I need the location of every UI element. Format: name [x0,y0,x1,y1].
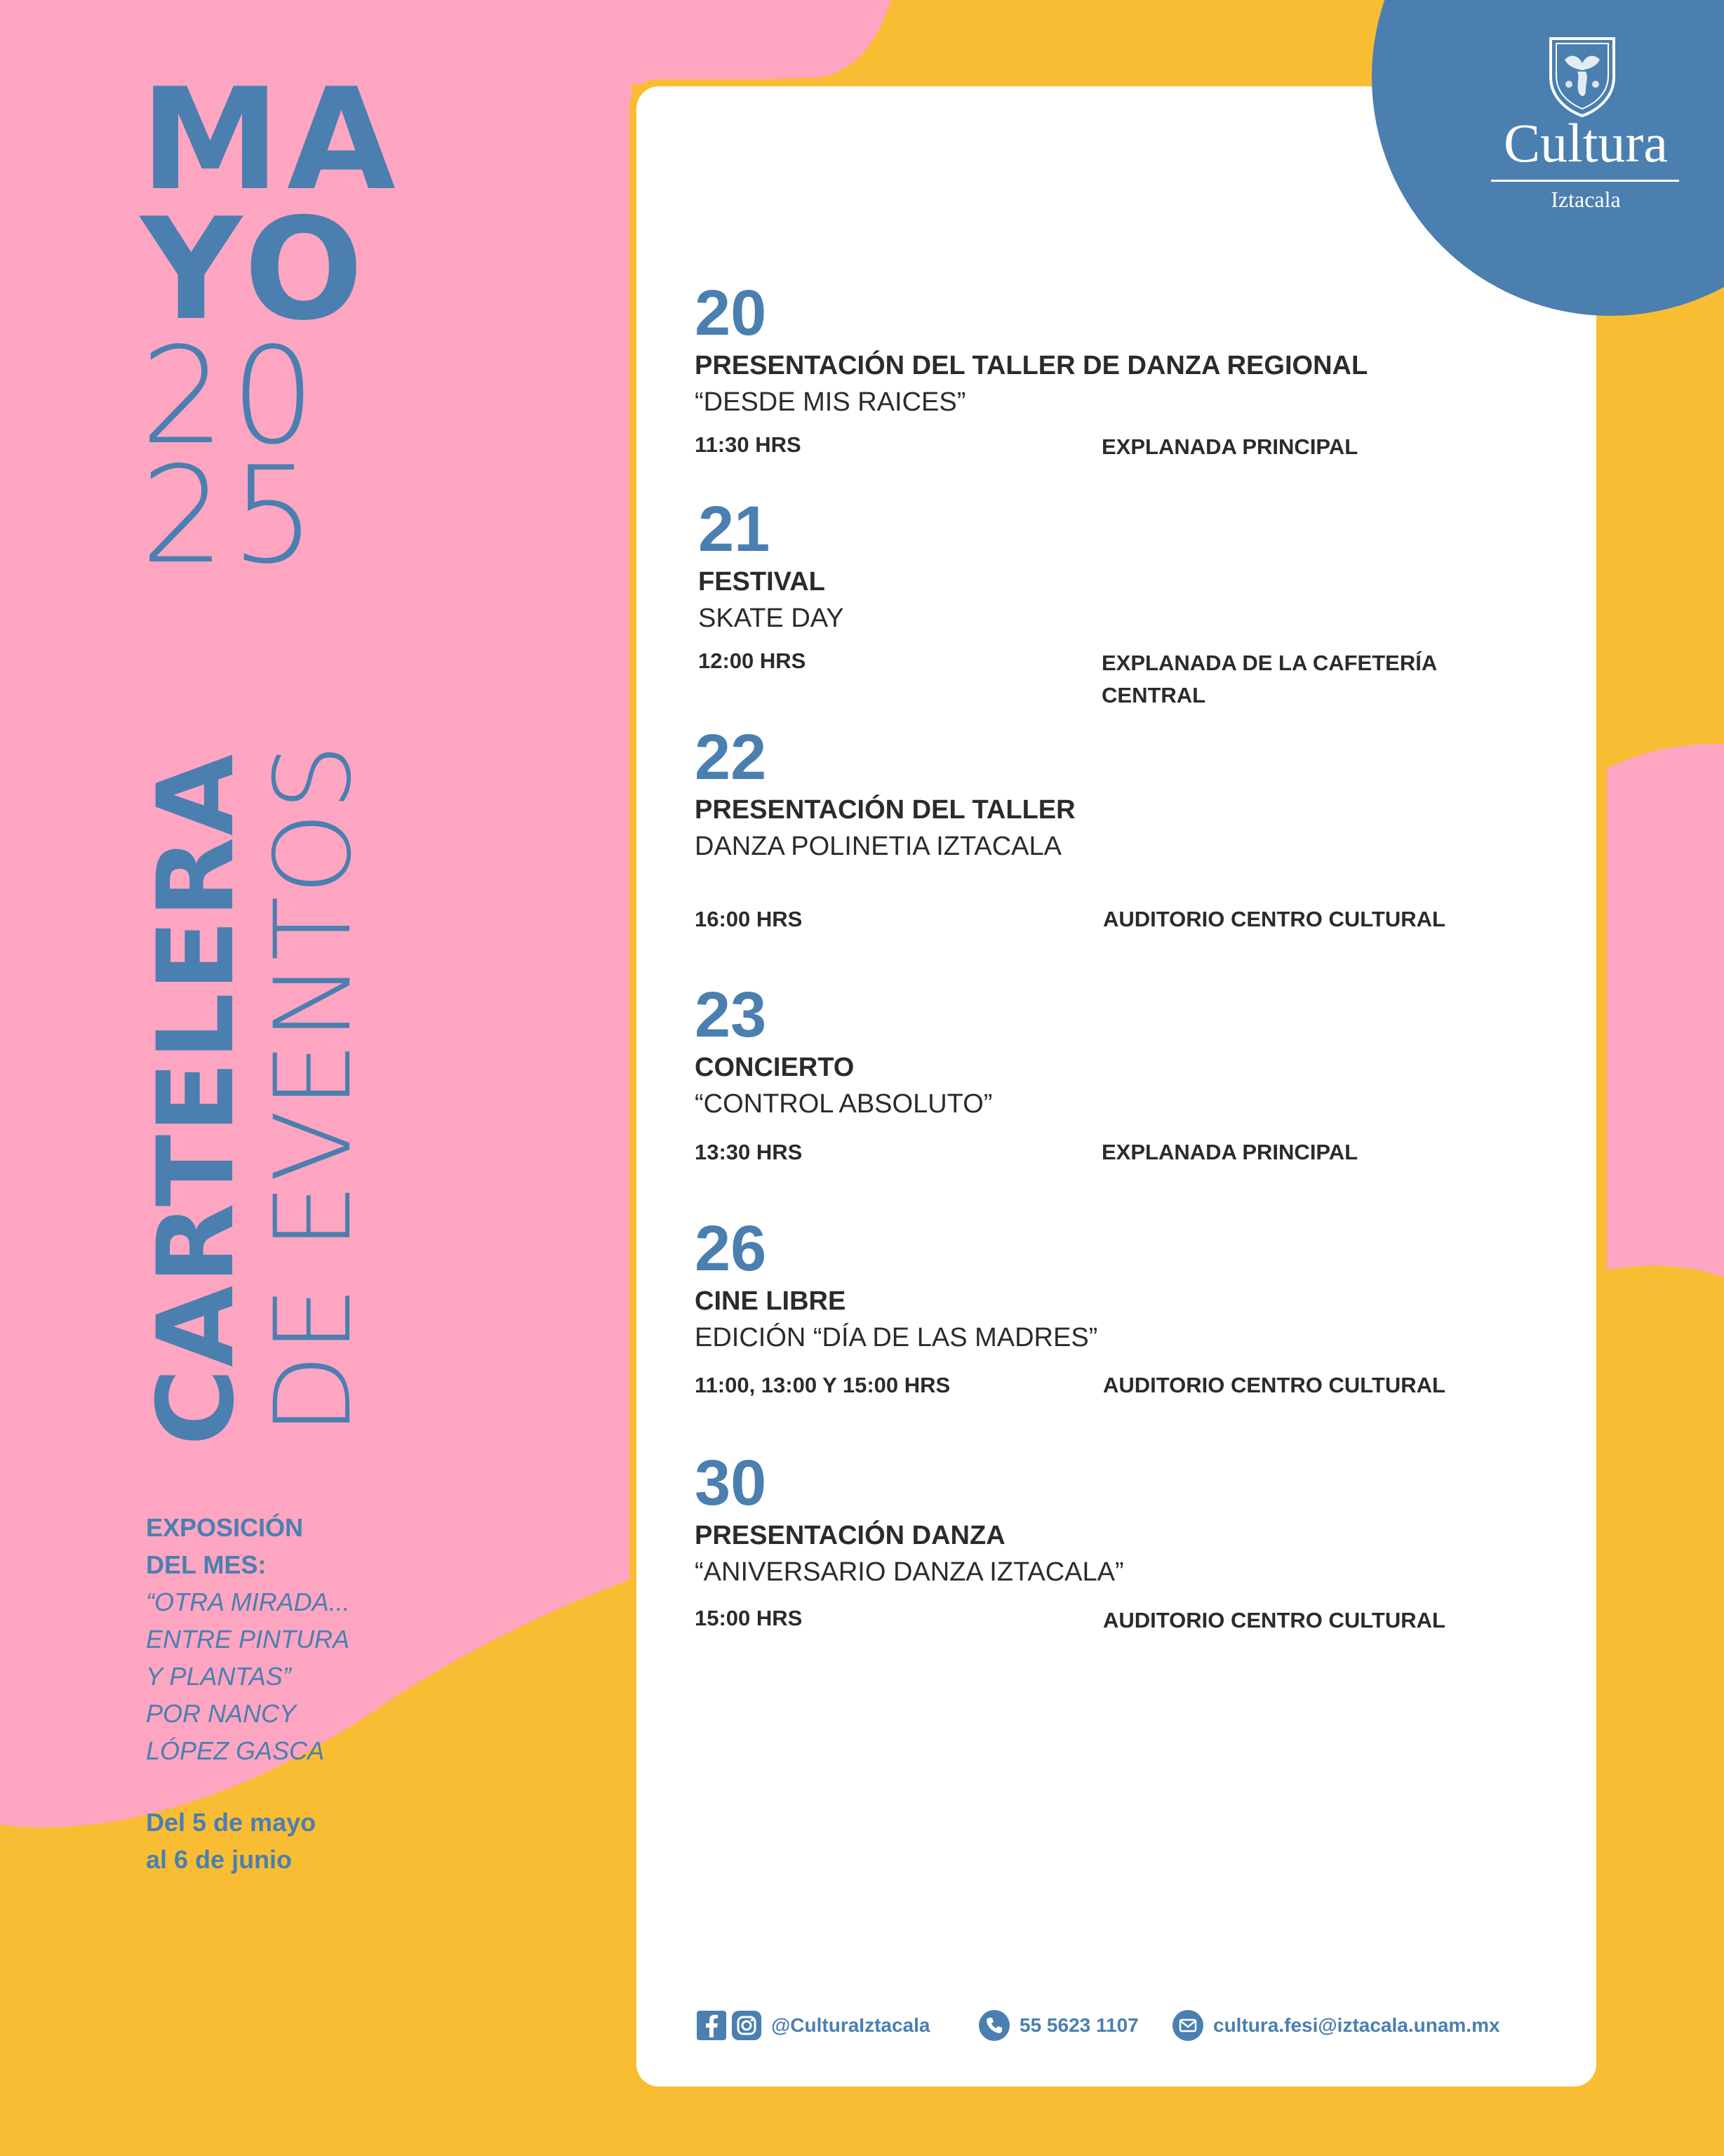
exhibition-title-line: POR NANCY [146,1699,297,1728]
exhibition-dates-line-1: Del 5 de mayo [146,1808,316,1837]
social-links [697,2009,930,2042]
exhibition-of-month [146,1509,399,1769]
logo-title: Cultura [1504,112,1668,173]
email-icon [1172,2010,1203,2041]
cartelera-vertical-title: CARTELERA [135,752,258,1446]
event-title: PRESENTACIÓN DEL TALLER DE DANZA REGIONAL [695,351,1368,380]
events-card-inner [636,86,1596,2087]
logo-subtitle: Iztacala [1551,187,1621,212]
event-day: 21 [698,493,770,565]
event-subtitle: “CONTROL ABSOLUTO” [695,1089,993,1119]
event-title: PRESENTACIÓN DEL TALLER [695,795,1076,825]
instagram-icon[interactable] [732,2011,761,2040]
exhibition-label-1: EXPOSICIÓN [146,1513,304,1542]
exhibition-label-2: DEL MES: [146,1550,267,1579]
exhibition-title-line: ENTRE PINTURA [146,1625,350,1653]
phone-contact [979,2009,1139,2042]
event-time: 13:30 HRS [695,1140,803,1164]
month-line-1: MA [140,58,403,222]
year-line-1: 20 [140,319,321,474]
phone-icon [979,2010,1010,2041]
event-place: EXPLANADA DE LA CAFETERÍA CENTRAL [1102,651,1437,707]
event-place: AUDITORIO CENTRO CULTURAL [1103,1373,1445,1397]
event-title: PRESENTACIÓN DANZA [695,1521,1005,1550]
event-day: 23 [695,979,767,1051]
event-subtitle: EDICIÓN “DÍA DE LAS MADRES” [695,1323,1098,1352]
event-time: 11:30 HRS [695,432,801,457]
exhibition-title-line: “OTRA MIRADA... [146,1588,350,1616]
exhibition-dates-line-2: al 6 de junio [146,1845,293,1874]
event-time: 11:00, 13:00 Y 15:00 HRS [695,1373,951,1397]
event-day: 26 [695,1213,767,1284]
event-place: AUDITORIO CENTRO CULTURAL [1103,907,1445,931]
exhibition-dates [146,1804,370,1878]
event-title: CINE LIBRE [695,1286,846,1316]
facebook-icon[interactable] [697,2011,726,2040]
event-time: 16:00 HRS [695,907,803,931]
event-subtitle: SKATE DAY [698,604,844,633]
unam-shield-icon [1537,28,1628,119]
event-time: 12:00 HRS [698,648,806,673]
year-line-2: 25 [140,438,321,593]
event-title: FESTIVAL [698,567,825,597]
de-eventos-vertical-title: DE EVENTOS [253,742,375,1435]
email-address[interactable]: cultura.fesi@iztacala.unam.mx [1213,2014,1500,2036]
event-time: 15:00 HRS [695,1606,803,1630]
event-subtitle: “ANIVERSARIO DANZA IZTACALA” [695,1557,1124,1587]
exhibition-title-line: LÓPEZ GASCA [146,1736,325,1765]
events-card [629,79,1603,2094]
email-contact [1172,2009,1500,2042]
event-day: 22 [695,721,767,793]
event-day: 30 [695,1447,767,1519]
event-place: EXPLANADA PRINCIPAL [1102,434,1358,459]
phone-number[interactable]: 55 5623 1107 [1020,2014,1139,2036]
event-title: CONCIERTO [695,1053,855,1082]
event-subtitle: “DESDE MIS RAICES” [695,387,966,417]
event-day: 20 [695,277,767,349]
month-line-2: YO [140,188,370,352]
exhibition-title-line: Y PLANTAS” [146,1662,291,1691]
event-subtitle: DANZA POLINETIA IZTACALA [695,832,1062,861]
social-handle[interactable]: @CulturaIztacala [771,2014,930,2036]
event-place: AUDITORIO CENTRO CULTURAL [1103,1608,1445,1632]
event-place: EXPLANADA PRINCIPAL [1102,1140,1358,1164]
logo-divider [1491,180,1679,182]
